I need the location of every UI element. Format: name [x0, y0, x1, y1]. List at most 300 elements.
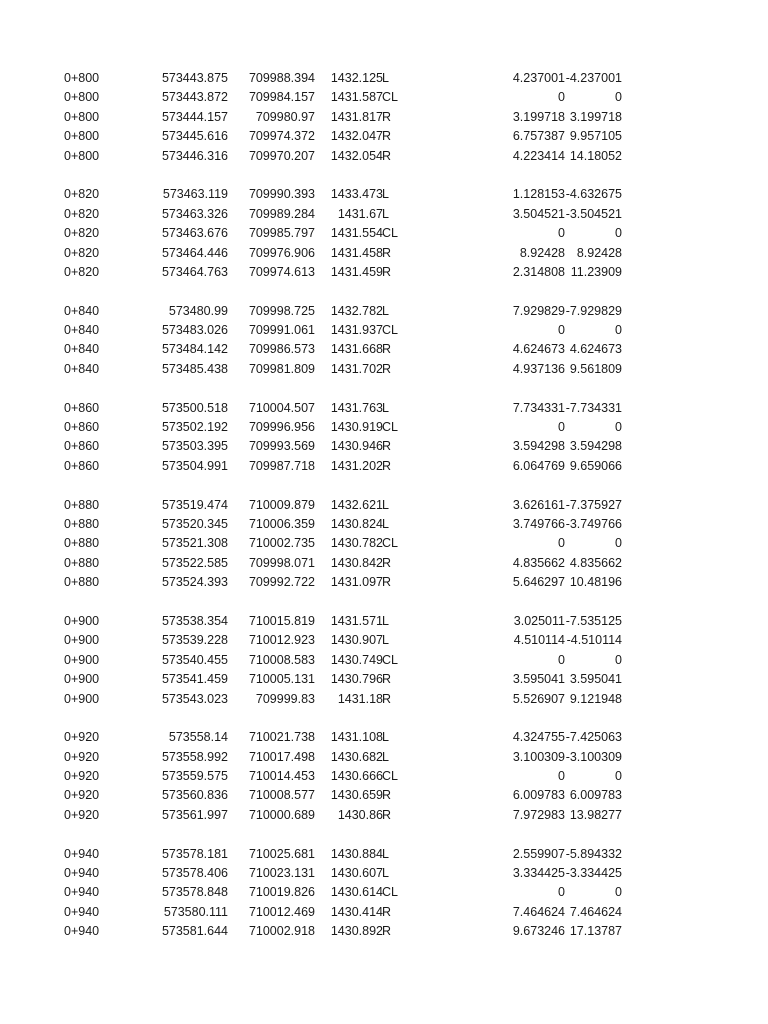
table-row: [0, 496, 768, 515]
side-cell: CL: [382, 226, 398, 241]
northing-cell: 710006.359: [248, 516, 315, 531]
elevation-cell: 1432.047: [330, 129, 383, 144]
easting-cell: 573443.875: [161, 71, 228, 85]
blank-row: [0, 825, 768, 844]
offset-cell: 3.594298: [512, 439, 565, 454]
cumulative-offset-cell: 9.561809: [569, 361, 622, 376]
elevation-cell: 1431.571: [330, 613, 383, 628]
table-row: [0, 690, 768, 709]
offset-cell: 0: [558, 90, 565, 105]
table-row: [0, 651, 768, 670]
easting-cell: 573558.992: [161, 749, 228, 764]
side-cell: CL: [382, 769, 398, 784]
northing-cell: 709989.284: [248, 206, 315, 221]
cumulative-offset-cell: -3.504521: [565, 206, 622, 221]
table-row: [0, 457, 768, 476]
offset-cell: 3.334425: [512, 866, 565, 881]
easting-cell: 573540.455: [161, 652, 228, 667]
side-cell: R: [382, 672, 392, 687]
offset-cell: 0: [558, 652, 565, 667]
easting-cell: 573539.228: [161, 633, 228, 648]
station-cell: 0+840: [64, 323, 100, 338]
elevation-cell: 1431.587: [330, 90, 383, 105]
offset-cell: 0: [558, 420, 565, 435]
easting-cell: 573520.345: [161, 516, 228, 531]
northing-cell: 709996.956: [248, 420, 315, 435]
easting-cell: 573443.872: [161, 90, 228, 105]
station-cell: 0+940: [64, 924, 100, 939]
elevation-cell: 1431.097: [330, 575, 383, 590]
station-cell: 0+840: [64, 361, 100, 376]
cumulative-offset-cell: 17.13787: [569, 924, 622, 939]
side-cell: R: [382, 788, 392, 803]
cumulative-offset-cell: 0: [615, 652, 622, 667]
cumulative-offset-cell: 3.594298: [569, 439, 622, 454]
northing-cell: 710021.738: [248, 730, 315, 745]
elevation-cell: 1431.702: [330, 361, 383, 376]
offset-cell: 7.464624: [512, 904, 565, 919]
elevation-cell: 1430.824: [330, 516, 383, 531]
table-row: [0, 69, 768, 88]
easting-cell: 573483.026: [161, 323, 228, 338]
side-cell: CL: [382, 885, 398, 900]
cumulative-offset-cell: -3.334425: [565, 866, 622, 881]
station-cell: 0+920: [64, 769, 100, 784]
station-cell: 0+880: [64, 575, 100, 590]
easting-cell: 573578.848: [161, 885, 228, 900]
station-cell: 0+880: [64, 536, 100, 551]
station-cell: 0+820: [64, 187, 100, 202]
northing-cell: 710008.583: [248, 652, 315, 667]
offset-cell: 4.624673: [512, 342, 565, 357]
offset-cell: 8.92428: [519, 245, 565, 260]
easting-cell: 573464.446: [161, 245, 228, 260]
side-cell: L: [382, 866, 389, 881]
side-cell: R: [382, 129, 392, 144]
cumulative-offset-cell: -7.535125: [565, 613, 622, 628]
elevation-cell: 1430.919: [330, 420, 383, 435]
cumulative-offset-cell: 0: [615, 226, 622, 241]
side-cell: CL: [382, 420, 398, 435]
station-cell: 0+860: [64, 400, 100, 415]
cumulative-offset-cell: -7.734331: [565, 400, 622, 415]
northing-cell: 709998.071: [248, 555, 315, 570]
side-cell: L: [382, 206, 389, 221]
cumulative-offset-cell: 4.835662: [569, 555, 622, 570]
station-cell: 0+920: [64, 807, 100, 822]
easting-cell: 573485.438: [161, 361, 228, 376]
station-cell: 0+900: [64, 691, 100, 706]
side-cell: R: [382, 439, 392, 454]
cumulative-offset-cell: -4.510114: [566, 633, 622, 648]
offset-cell: 5.646297: [512, 575, 565, 590]
blank-row: [0, 379, 768, 398]
cumulative-offset-cell: 8.92428: [576, 245, 622, 260]
table-row: [0, 437, 768, 456]
cumulative-offset-cell: 0: [615, 90, 622, 105]
easting-cell: 573524.393: [161, 575, 228, 590]
side-cell: CL: [382, 652, 398, 667]
offset-cell: 6.064769: [512, 458, 565, 473]
northing-cell: 709986.573: [248, 342, 315, 357]
northing-cell: 709987.718: [248, 458, 315, 473]
offset-cell: 0: [558, 885, 565, 900]
station-cell: 0+820: [64, 264, 100, 279]
offset-cell: 0: [558, 226, 565, 241]
easting-cell: 573522.585: [161, 555, 228, 570]
northing-cell: 710000.689: [248, 807, 315, 822]
northing-cell: 710017.498: [248, 749, 315, 764]
cumulative-offset-cell: 9.957105: [569, 129, 622, 144]
elevation-cell: 1430.782: [330, 536, 383, 551]
cumulative-offset-cell: -7.425063: [565, 730, 622, 745]
elevation-cell: 1432.054: [330, 148, 383, 163]
easting-cell: 573463.326: [161, 206, 228, 221]
blank-row: [0, 709, 768, 728]
elevation-cell: 1431.668: [330, 342, 383, 357]
side-cell: R: [382, 904, 392, 919]
cumulative-offset-cell: 13.98277: [569, 807, 622, 822]
elevation-cell: 1430.907: [330, 633, 383, 648]
offset-cell: 3.595041: [512, 672, 565, 687]
table-row: [0, 340, 768, 359]
table-row: [0, 922, 768, 941]
northing-cell: 710005.131: [248, 672, 315, 687]
station-cell: 0+840: [64, 303, 100, 318]
easting-cell: 573558.14: [168, 730, 228, 745]
table-row: [0, 147, 768, 166]
side-cell: R: [382, 924, 392, 939]
table-row: [0, 845, 768, 864]
northing-cell: 709974.613: [248, 264, 315, 279]
northing-cell: 709988.394: [248, 71, 315, 85]
easting-cell: 573502.192: [161, 420, 228, 435]
northing-cell: 710002.735: [248, 536, 315, 551]
easting-cell: 573463.676: [161, 226, 228, 241]
station-cell: 0+900: [64, 613, 100, 628]
northing-cell: 709980.97: [255, 109, 315, 124]
easting-cell: 573445.616: [161, 129, 228, 144]
northing-cell: 709999.83: [255, 691, 315, 706]
offset-cell: 4.223414: [512, 148, 565, 163]
station-cell: 0+900: [64, 652, 100, 667]
table-row: [0, 806, 768, 825]
elevation-cell: 1433.473: [330, 187, 383, 202]
side-cell: L: [382, 497, 389, 512]
northing-cell: 710023.131: [248, 866, 315, 881]
easting-cell: 573581.644: [161, 924, 228, 939]
easting-cell: 573519.474: [161, 497, 228, 512]
cumulative-offset-cell: -3.749766: [565, 516, 622, 531]
cumulative-offset-cell: -5.894332: [565, 846, 622, 861]
easting-cell: 573560.836: [161, 788, 228, 803]
cumulative-offset-cell: -4.632675: [565, 187, 622, 202]
elevation-cell: 1430.884: [330, 846, 383, 861]
table-row: [0, 883, 768, 902]
side-cell: R: [382, 264, 392, 279]
cumulative-offset-cell: 0: [615, 769, 622, 784]
station-cell: 0+820: [64, 226, 100, 241]
station-cell: 0+800: [64, 71, 100, 85]
cumulative-offset-cell: 4.624673: [569, 342, 622, 357]
elevation-cell: 1430.614: [330, 885, 383, 900]
side-cell: R: [382, 342, 392, 357]
side-cell: CL: [382, 90, 398, 105]
northing-cell: 709970.207: [248, 148, 315, 163]
station-cell: 0+880: [64, 516, 100, 531]
station-cell: 0+920: [64, 730, 100, 745]
station-cell: 0+800: [64, 109, 100, 124]
offset-cell: 5.526907: [512, 691, 565, 706]
station-cell: 0+840: [64, 342, 100, 357]
table-row: [0, 612, 768, 631]
easting-cell: 573578.181: [161, 846, 228, 861]
side-cell: L: [382, 749, 389, 764]
easting-cell: 573500.518: [161, 400, 228, 415]
blank-row: [0, 282, 768, 301]
offset-cell: 3.749766: [512, 516, 565, 531]
cumulative-offset-cell: 0: [615, 420, 622, 435]
easting-cell: 573541.459: [161, 672, 228, 687]
northing-cell: 710004.507: [248, 400, 315, 415]
easting-cell: 573463.119: [162, 187, 228, 202]
offset-cell: 9.673246: [512, 924, 565, 939]
northing-cell: 709974.372: [248, 129, 315, 144]
northing-cell: 709981.809: [248, 361, 315, 376]
station-cell: 0+900: [64, 672, 100, 687]
offset-cell: 3.100309: [512, 749, 565, 764]
station-cell: 0+860: [64, 420, 100, 435]
station-cell: 0+800: [64, 129, 100, 144]
easting-cell: 573559.575: [161, 769, 228, 784]
northing-cell: 709976.906: [248, 245, 315, 260]
cumulative-offset-cell: 9.121948: [569, 691, 622, 706]
side-cell: R: [382, 575, 392, 590]
elevation-cell: 1430.659: [330, 788, 383, 803]
offset-cell: 2.314808: [512, 264, 565, 279]
northing-cell: 710009.879: [248, 497, 315, 512]
table-row: [0, 205, 768, 224]
offset-cell: 3.025011: [513, 613, 565, 628]
northing-cell: 709990.393: [248, 187, 315, 202]
northing-cell: 709993.569: [248, 439, 315, 454]
cumulative-offset-cell: 3.595041: [569, 672, 622, 687]
side-cell: R: [382, 109, 392, 124]
offset-cell: 6.009783: [512, 788, 565, 803]
table-row: [0, 534, 768, 553]
offset-cell: 7.734331: [512, 400, 565, 415]
blank-row: [0, 166, 768, 185]
table-row: [0, 321, 768, 340]
station-cell: 0+880: [64, 497, 100, 512]
table-row: [0, 573, 768, 592]
easting-cell: 573464.763: [161, 264, 228, 279]
side-cell: R: [382, 555, 392, 570]
cumulative-offset-cell: 0: [615, 536, 622, 551]
cumulative-offset-cell: 11.23909: [570, 264, 622, 279]
easting-cell: 573446.316: [161, 148, 228, 163]
easting-cell: 573580.111: [163, 904, 228, 919]
side-cell: R: [382, 148, 392, 163]
station-cell: 0+900: [64, 633, 100, 648]
station-cell: 0+940: [64, 866, 100, 881]
station-cell: 0+800: [64, 90, 100, 105]
elevation-cell: 1430.682: [330, 749, 383, 764]
easting-cell: 573561.997: [161, 807, 228, 822]
northing-cell: 710008.577: [248, 788, 315, 803]
northing-cell: 709992.722: [248, 575, 315, 590]
side-cell: R: [382, 458, 392, 473]
table-row: [0, 864, 768, 883]
northing-cell: 710015.819: [248, 613, 315, 628]
side-cell: R: [382, 691, 392, 706]
elevation-cell: 1431.554: [330, 226, 383, 241]
offset-cell: 2.559907: [512, 846, 565, 861]
elevation-cell: 1430.749: [330, 652, 383, 667]
elevation-cell: 1430.607: [330, 866, 383, 881]
easting-cell: 573521.308: [161, 536, 228, 551]
cumulative-offset-cell: 0: [615, 323, 622, 338]
elevation-cell: 1431.763: [330, 400, 383, 415]
table-row: [0, 748, 768, 767]
elevation-cell: 1430.414: [330, 904, 383, 919]
station-cell: 0+820: [64, 206, 100, 221]
side-cell: R: [382, 807, 392, 822]
station-cell: 0+940: [64, 904, 100, 919]
elevation-cell: 1431.108: [330, 730, 383, 745]
table-row: [0, 767, 768, 786]
elevation-cell: 1431.202: [330, 458, 383, 473]
cumulative-offset-cell: 7.464624: [569, 904, 622, 919]
elevation-cell: 1431.459: [330, 264, 383, 279]
elevation-cell: 1431.817: [330, 109, 383, 124]
offset-cell: 1.128153: [512, 187, 565, 202]
table-row: [0, 728, 768, 747]
table-row: [0, 244, 768, 263]
easting-cell: 573503.395: [161, 439, 228, 454]
cumulative-offset-cell: -3.100309: [565, 749, 622, 764]
side-cell: L: [382, 730, 389, 745]
table-row: [0, 108, 768, 127]
offset-cell: 4.937136: [512, 361, 565, 376]
table-row: [0, 127, 768, 146]
elevation-cell: 1430.842: [330, 555, 383, 570]
northing-cell: 709984.157: [248, 90, 315, 105]
offset-cell: 4.237001: [512, 71, 565, 85]
table-row: [0, 515, 768, 534]
offset-cell: 7.929829: [512, 303, 565, 318]
side-cell: L: [382, 633, 389, 648]
northing-cell: 710025.681: [248, 846, 315, 861]
easting-cell: 573484.142: [161, 342, 228, 357]
station-cell: 0+820: [64, 245, 100, 260]
station-cell: 0+880: [64, 555, 100, 570]
side-cell: R: [382, 361, 392, 376]
table-row: [0, 631, 768, 650]
offset-cell: 3.504521: [512, 206, 565, 221]
table-row: [0, 418, 768, 437]
northing-cell: 709998.725: [248, 303, 315, 318]
easting-cell: 573543.023: [161, 691, 228, 706]
cumulative-offset-cell: 3.199718: [569, 109, 622, 124]
cumulative-offset-cell: -7.375927: [565, 497, 622, 512]
side-cell: R: [382, 245, 392, 260]
station-cell: 0+860: [64, 458, 100, 473]
elevation-cell: 1431.937: [330, 323, 383, 338]
northing-cell: 709985.797: [248, 226, 315, 241]
station-cell: 0+920: [64, 788, 100, 803]
elevation-cell: 1430.946: [330, 439, 383, 454]
easting-cell: 573578.406: [161, 866, 228, 881]
offset-cell: 3.199718: [512, 109, 565, 124]
offset-cell: 6.757387: [512, 129, 565, 144]
northing-cell: 710012.469: [248, 904, 315, 919]
table-row: [0, 554, 768, 573]
offset-cell: 0: [558, 323, 565, 338]
northing-cell: 710019.826: [248, 885, 315, 900]
table-row: [0, 88, 768, 107]
station-cell: 0+800: [64, 148, 100, 163]
table-row: [0, 263, 768, 282]
elevation-cell: 1431.67: [337, 206, 383, 221]
cumulative-offset-cell: 0: [615, 885, 622, 900]
station-cell: 0+940: [64, 846, 100, 861]
survey-data-sheet: [0, 69, 768, 942]
offset-cell: 4.510114: [513, 633, 565, 648]
table-row: [0, 903, 768, 922]
cumulative-offset-cell: -7.929829: [565, 303, 622, 318]
elevation-cell: 1430.892: [330, 924, 383, 939]
northing-cell: 709991.061: [248, 323, 315, 338]
offset-cell: 4.835662: [512, 555, 565, 570]
offset-cell: 4.324755: [512, 730, 565, 745]
elevation-cell: 1430.796: [330, 672, 383, 687]
blank-row: [0, 593, 768, 612]
side-cell: CL: [382, 536, 398, 551]
side-cell: L: [382, 303, 389, 318]
elevation-cell: 1431.18: [337, 691, 383, 706]
offset-cell: 3.626161: [512, 497, 565, 512]
cumulative-offset-cell: 14.18052: [569, 148, 622, 163]
northing-cell: 710012.923: [248, 633, 315, 648]
side-cell: L: [382, 516, 389, 531]
table-row: [0, 224, 768, 243]
station-cell: 0+860: [64, 439, 100, 454]
northing-cell: 710014.453: [248, 769, 315, 784]
table-row: [0, 399, 768, 418]
side-cell: L: [382, 71, 389, 85]
cumulative-offset-cell: 9.659066: [569, 458, 622, 473]
station-cell: 0+940: [64, 885, 100, 900]
side-cell: CL: [382, 323, 398, 338]
easting-cell: 573504.991: [161, 458, 228, 473]
elevation-cell: 1431.458: [330, 245, 383, 260]
elevation-cell: 1432.782: [330, 303, 383, 318]
station-cell: 0+920: [64, 749, 100, 764]
easting-cell: 573444.157: [161, 109, 228, 124]
table-row: [0, 302, 768, 321]
elevation-cell: 1430.666: [330, 769, 383, 784]
offset-cell: 0: [558, 536, 565, 551]
table-row: [0, 360, 768, 379]
easting-cell: 573538.354: [161, 613, 228, 628]
elevation-cell: 1430.86: [337, 807, 383, 822]
cumulative-offset-cell: -4.237001: [565, 71, 622, 85]
side-cell: L: [382, 400, 389, 415]
blank-row: [0, 476, 768, 495]
table-row: [0, 670, 768, 689]
side-cell: L: [382, 187, 389, 202]
